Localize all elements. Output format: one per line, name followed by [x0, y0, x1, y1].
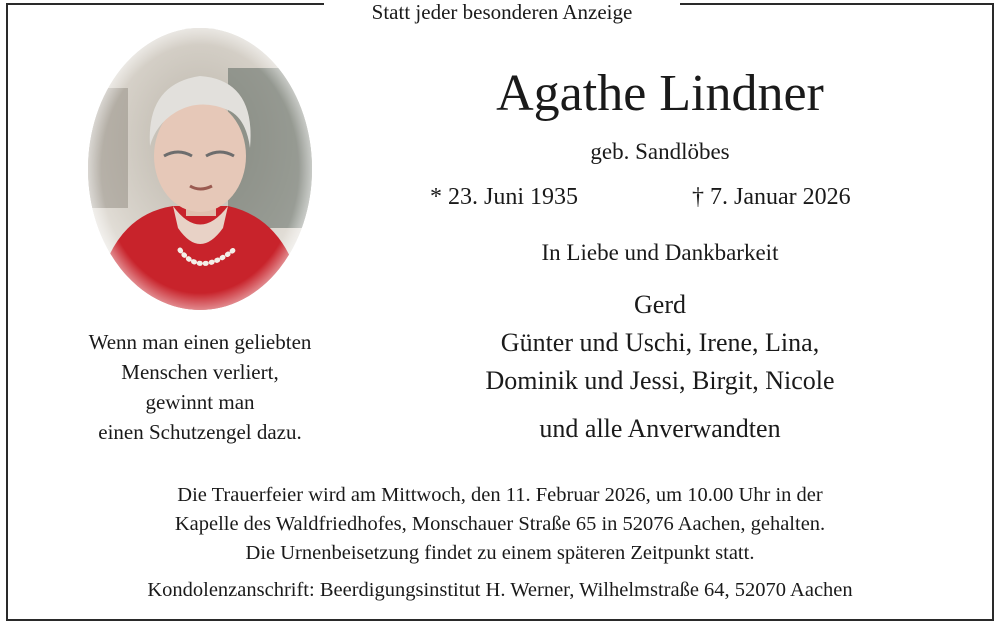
mourners-gap	[400, 400, 920, 410]
quote-line: Menschen verliert,	[121, 360, 279, 384]
border-right	[992, 3, 994, 621]
border-bottom	[6, 619, 994, 621]
ceremony-line: Die Urnenbeisetzung findet zu einem späteren Zeitpunkt statt.	[245, 542, 755, 564]
maiden-name: geb. Sandlöbes	[590, 139, 730, 164]
border-left	[6, 3, 8, 621]
mourners-intro: In Liebe und Dankbarkeit	[541, 240, 779, 265]
ceremony-info	[20, 481, 980, 568]
border-top-right	[680, 3, 994, 5]
ceremony-line: Die Trauerfeier wird am Mittwoch, den 11. Februar 2026, um 10.00 Uhr in der	[177, 484, 823, 506]
quote-line: Wenn man einen geliebten	[88, 330, 312, 354]
mourner-line: Dominik und Jessi, Birgit, Nicole	[485, 366, 835, 395]
memorial-quote	[40, 327, 360, 447]
mourner-line: und alle Anverwandten	[539, 414, 781, 443]
condolence-address: Kondolenzanschrift: Beerdigungsinstitut H. Werner, Wilhelmstraße 64, 52070 Aachen	[147, 579, 853, 601]
death-date: † 7. Januar 2026	[692, 184, 851, 210]
ceremony-line: Kapelle des Waldfriedhofes, Monschauer Straße 65 in 52076 Aachen, gehalten.	[174, 513, 826, 535]
birth-date: * 23. Juni 1935	[430, 184, 579, 210]
portrait-photo	[88, 28, 312, 310]
deceased-name: Agathe Lindner	[496, 65, 824, 122]
border-top-left	[6, 3, 324, 5]
mourner-line: Günter und Uschi, Irene, Lina,	[500, 328, 820, 357]
quote-line: gewinnt man	[145, 390, 255, 414]
header-notice: Statt jeder besonderen Anzeige	[371, 0, 633, 24]
quote-line: einen Schutzengel dazu.	[98, 420, 302, 444]
mourners-list	[400, 286, 920, 448]
mourner-line: Gerd	[634, 290, 686, 319]
